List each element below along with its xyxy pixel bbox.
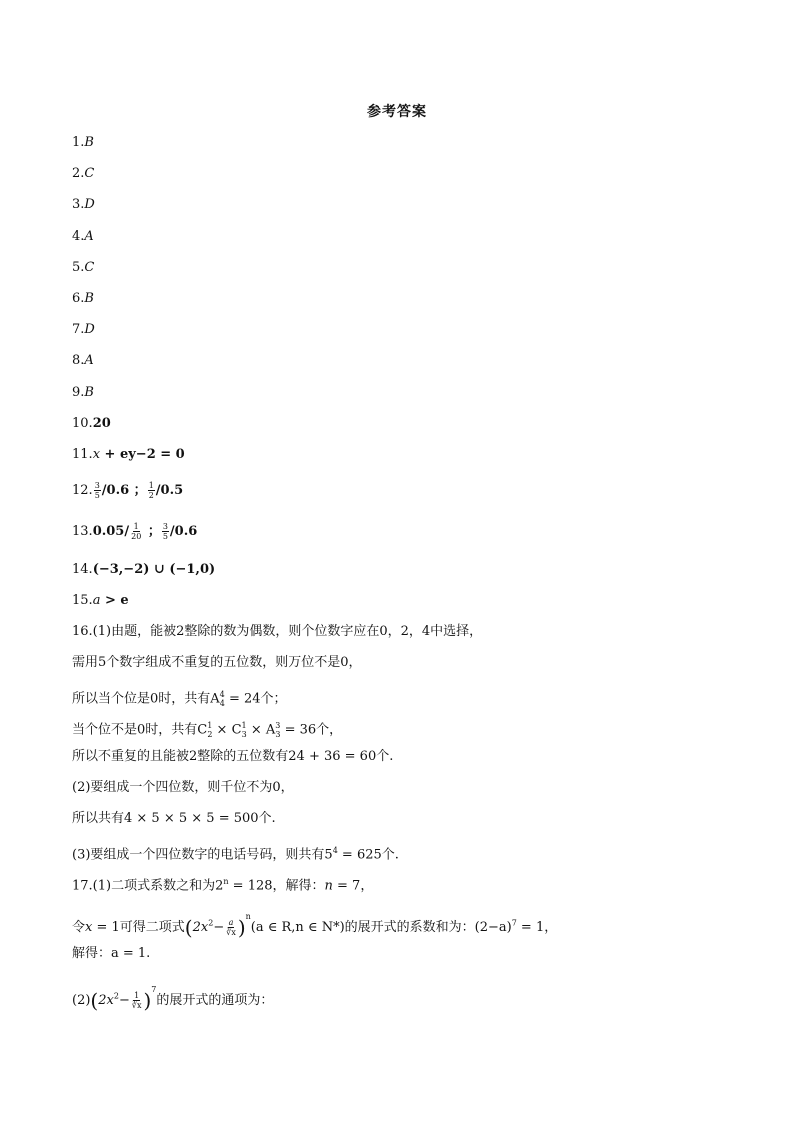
- fraction: $\frac{a}{∛x}$: [226, 918, 236, 937]
- q17-line-3: 解得：a = 1.: [72, 946, 151, 961]
- q16-line-4: 当个位不是0时，共有$C^1_2 \times C^1_3 \times A^3_3 = 36$个，: [72, 721, 343, 739]
- q16-line-5: 所以不重复的且能被2整除的五位数有24 + 36 = 60个.: [72, 749, 394, 764]
- fraction: $\frac{1}{∛x}$: [131, 991, 142, 1010]
- fraction: $\frac{3}{5}$: [162, 522, 168, 541]
- fraction: $\frac{3}{5}$: [94, 481, 100, 500]
- answer-4: 4.A: [72, 229, 94, 244]
- answer-5: 5.C: [72, 260, 95, 275]
- answer-14: 14.(−3,−2) ∪ (−1,0): [72, 562, 216, 577]
- fraction: $\frac{1}{2}$: [148, 481, 154, 500]
- answer-7: 7.D: [72, 322, 95, 337]
- q16-line-3: 所以当个位是0时，共有$A^4_4 = 24$个；: [72, 690, 287, 708]
- q16-line-1: 16.(1)由题，能被2整除的数为偶数，则个位数字应在0，2，4中选择，: [72, 624, 483, 639]
- q16-line-6: (2)要组成一个四位数，则千位不为0，: [72, 780, 294, 795]
- answer-6: 6.B: [72, 291, 94, 306]
- q16-line-2: 需用5个数字组成不重复的五位数，则万位不是0，: [72, 655, 362, 670]
- answer-13: 13.0.05/ $\frac{1}{20}$ ； $\frac{3}{5}$ /0.6: [72, 522, 198, 541]
- answer-12: 12. $\frac{3}{5}$ /0.6 ； $\frac{1}{2}$ /0.5: [72, 481, 184, 500]
- answer-2: 2.C: [72, 166, 95, 181]
- page-title: 参考答案: [367, 104, 427, 120]
- answer-11: 11.x + ey−2 = 0: [72, 447, 185, 462]
- q17-line-4: $(2)(2x^2-$ $\frac{1}{∛x}$ )$^7$的展开式的通项为：: [72, 985, 274, 1013]
- q16-line-8: (3)要组成一个四位数字的电话号码，则共有$5^4 = 625$个.: [72, 846, 399, 863]
- answer-3: 3.D: [72, 197, 95, 212]
- q17-line-1: 17.(1)二项式系数之和为$2^n = 128$，解得：n = 7，: [72, 877, 374, 894]
- fraction: $\frac{1}{20}$: [131, 522, 142, 541]
- q17-line-2: 令x = 1可得二项式($2x^2-$ $\frac{a}{∛x}$ )$^n$(a ∈ R,n ∈ N*)的展开式的系数和为：$(2-a)^7 = 1$，: [72, 912, 558, 940]
- answer-8: 8.A: [72, 353, 94, 368]
- q16-line-7: 所以共有4 × 5 × 5 × 5 = 500个.: [72, 811, 276, 826]
- answer-9: 9.B: [72, 385, 94, 400]
- answer-10: 10.20: [72, 416, 111, 431]
- answer-15: 15.a > e: [72, 593, 129, 608]
- answer-1: 1.B: [72, 135, 94, 150]
